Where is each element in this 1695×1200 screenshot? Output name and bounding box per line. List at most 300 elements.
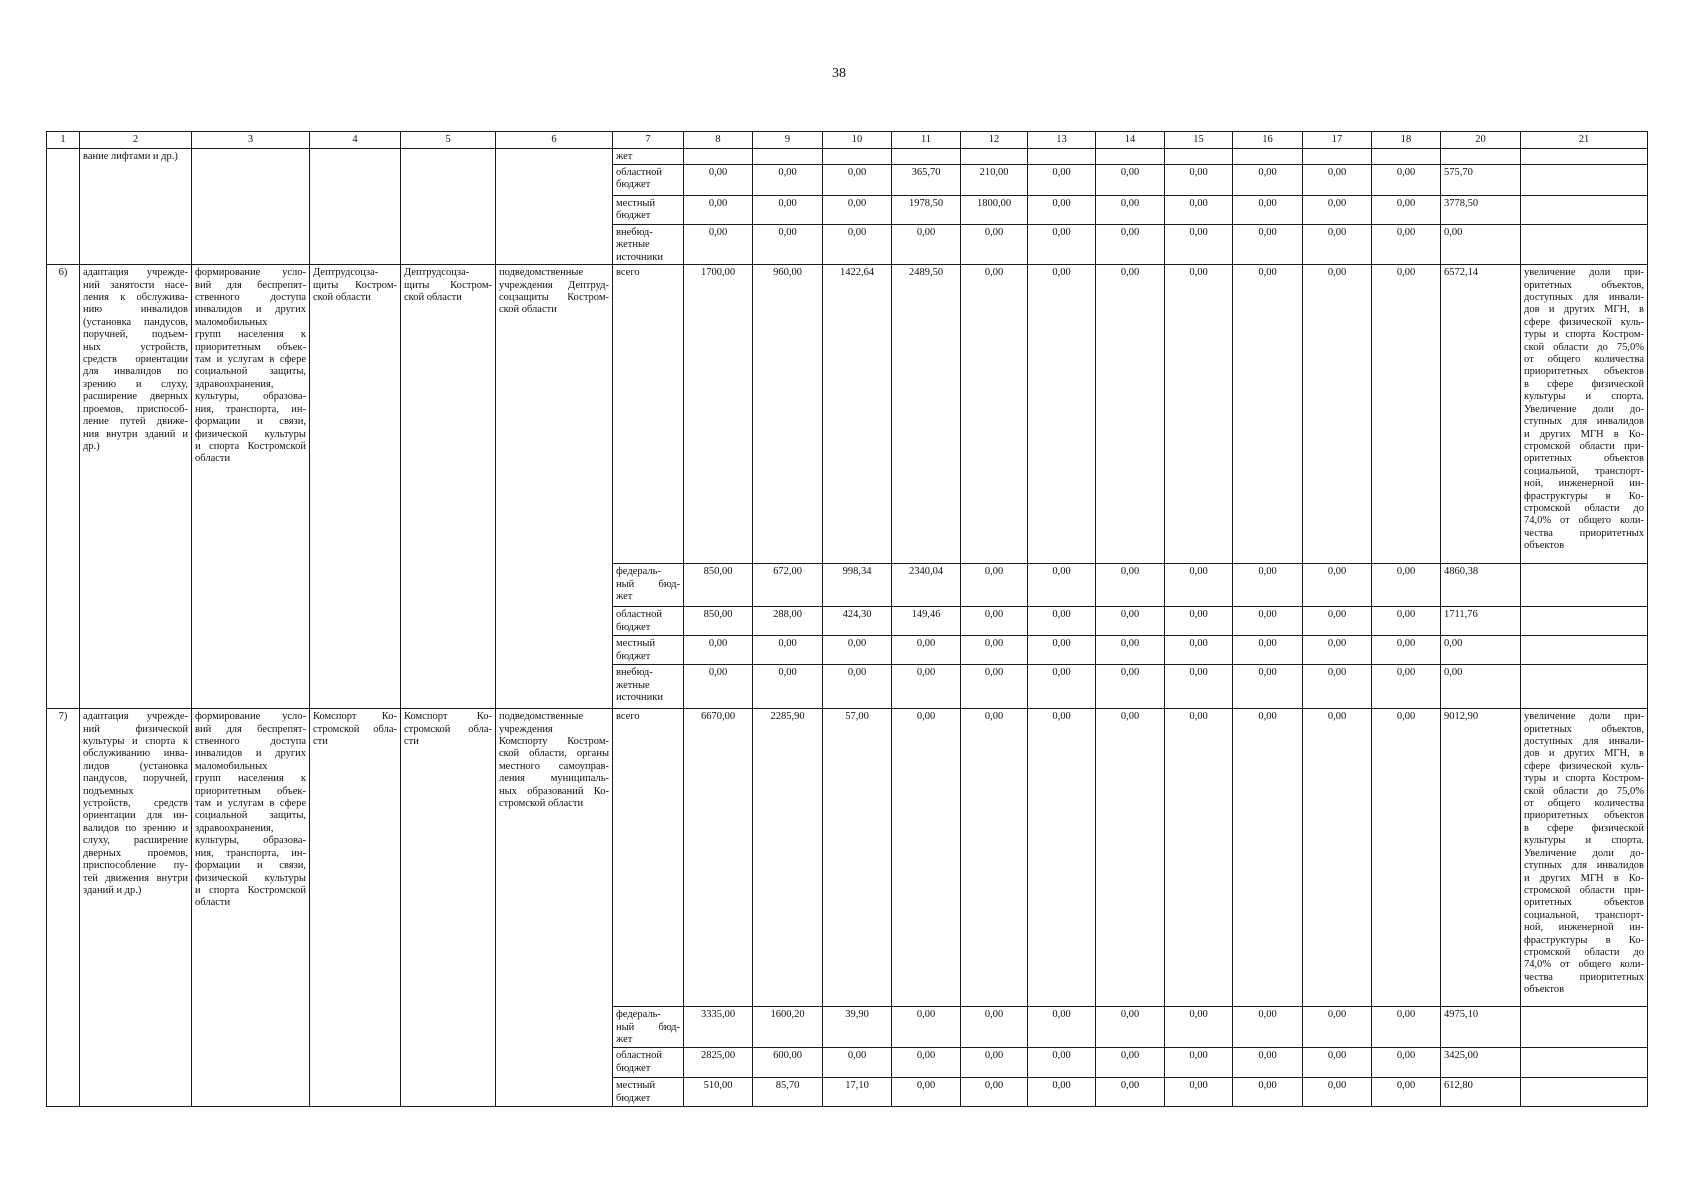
text-line: стромской обла- — [404, 723, 492, 735]
amount-cell: 149,46 — [892, 607, 961, 636]
amount-cell: 0,00 — [753, 196, 823, 225]
text-line: всего — [616, 267, 640, 279]
amount-cell: 0,00 — [1303, 564, 1372, 607]
text-line: федераль- — [616, 566, 661, 578]
amount-cell: 0,00 — [961, 1078, 1028, 1107]
text-line: Увеличение доли до- — [1524, 847, 1644, 859]
text-line: чества приоритетных — [1524, 527, 1644, 539]
participant-cell — [401, 709, 496, 1107]
amount-cell: 288,00 — [753, 607, 823, 636]
amount-cell: 0,00 — [1303, 636, 1372, 665]
text-line: вий для беспрепят- — [195, 723, 306, 735]
amount-cell: 424,30 — [823, 607, 892, 636]
text-line: ных образований Ко- — [499, 785, 609, 797]
amount-cell — [892, 149, 961, 165]
text-line: там и услугам в сфере — [195, 798, 306, 810]
text-line: Комспорт Ко- — [404, 711, 492, 723]
amount-cell: 0,00 — [1303, 165, 1372, 196]
text-line: зданий и др.) — [83, 884, 142, 896]
amount-cell: 0,00 — [1028, 265, 1096, 564]
table-body — [47, 132, 1648, 1107]
amount-cell: 0,00 — [1096, 1007, 1165, 1048]
amount-cell: 0,00 — [1096, 196, 1165, 225]
text-line: ской области — [499, 304, 557, 316]
column-number-cell: 11 — [892, 132, 961, 149]
amount-cell: 0,00 — [961, 665, 1028, 709]
amount-cell: 0,00 — [892, 225, 961, 265]
text-line: сти — [404, 736, 419, 748]
amount-cell: 0,00 — [1028, 564, 1096, 607]
text-line: бюджет — [616, 650, 651, 662]
amount-cell — [1028, 149, 1096, 165]
text-line: дверных проемов, — [83, 847, 188, 859]
text-line: тей движения внутри — [83, 872, 188, 884]
text-line: социальной защиты, — [195, 366, 306, 378]
text-line: стромской области — [499, 798, 584, 810]
amount-cell: 0,00 — [1028, 665, 1096, 709]
text-line: ской области до 75,0% — [1524, 785, 1644, 797]
text-line: ступных для инвалидов — [1524, 416, 1644, 428]
column-number-cell: 10 — [823, 132, 892, 149]
text-line: нию инвалидов — [83, 304, 188, 316]
text-line: местный — [616, 198, 656, 209]
text-line: внебюд- — [616, 667, 653, 679]
text-line: бюджет — [616, 210, 651, 222]
text-line: расширение дверных — [83, 391, 188, 403]
text-line: др.) — [83, 440, 100, 452]
text-line: ной, инженерной ин- — [1524, 922, 1644, 934]
text-line: формации и связи, — [195, 860, 306, 872]
text-line: групп населения к — [195, 773, 306, 785]
amount-cell: 2489,50 — [892, 265, 961, 564]
text-line: культуры и спорта. — [1524, 391, 1644, 403]
amount-cell: 0,00 — [1028, 607, 1096, 636]
text-line: маломобильных — [195, 760, 268, 772]
amount-cell: 0,00 — [1233, 196, 1303, 225]
text-line: формирование усло- — [195, 267, 306, 279]
amount-cell: 0,00 — [1233, 225, 1303, 265]
amount-cell: 0,00 — [684, 196, 753, 225]
text-line: адаптация учрежде- — [83, 711, 188, 723]
amount-cell: 210,00 — [961, 165, 1028, 196]
text-line: вание лифтами и др.) — [83, 151, 178, 162]
amount-cell: 365,70 — [892, 165, 961, 196]
responsible-cell — [310, 265, 401, 709]
text-line: ния, транспорта, ин- — [195, 847, 306, 859]
total-amount-cell: 9012,90 — [1441, 709, 1521, 1007]
total-amount-cell: 575,70 — [1441, 165, 1521, 196]
amount-cell: 0,00 — [823, 165, 892, 196]
text-line: ской области — [313, 292, 371, 304]
amount-cell: 0,00 — [1028, 165, 1096, 196]
text-line: дов и других МГН, в — [1524, 748, 1644, 760]
amount-cell: 998,34 — [823, 564, 892, 607]
amount-cell: 0,00 — [1372, 607, 1441, 636]
amount-cell: 0,00 — [1028, 196, 1096, 225]
funding-source-cell — [613, 225, 684, 265]
amount-cell: 0,00 — [1165, 665, 1233, 709]
amount-cell: 1600,20 — [753, 1007, 823, 1048]
amount-cell: 0,00 — [1165, 1078, 1233, 1107]
amount-cell: 0,00 — [1028, 636, 1096, 665]
total-amount-cell — [1441, 149, 1521, 165]
text-line: ской области — [404, 292, 462, 304]
amount-cell: 0,00 — [1233, 564, 1303, 607]
text-line: всего — [616, 711, 640, 723]
text-line: ления к обслужива- — [83, 292, 188, 304]
amount-cell: 0,00 — [1165, 607, 1233, 636]
funding-source-cell — [613, 1007, 684, 1048]
text-line: Комспорт Ко- — [313, 711, 397, 723]
text-line: области — [195, 897, 231, 909]
amount-cell: 0,00 — [753, 165, 823, 196]
amount-cell: 960,00 — [753, 265, 823, 564]
text-line: жетные — [616, 679, 650, 691]
amount-cell: 0,00 — [1028, 225, 1096, 265]
text-line: местного самоуправ- — [499, 760, 609, 772]
total-amount-cell: 1711,76 — [1441, 607, 1521, 636]
indicator-cell — [1521, 1078, 1648, 1107]
column-number-cell: 7 — [613, 132, 684, 149]
text-line: устройств, средств — [83, 798, 188, 810]
amount-cell — [1303, 149, 1372, 165]
text-line: ния внутри зданий и — [83, 428, 188, 440]
text-line: ления муниципаль- — [499, 773, 609, 785]
amount-cell: 510,00 — [684, 1078, 753, 1107]
funding-source-cell — [613, 665, 684, 709]
text-line: областной — [616, 1050, 662, 1062]
amount-cell: 0,00 — [1233, 636, 1303, 665]
text-line: приоритетным объек- — [195, 341, 306, 353]
amount-cell: 0,00 — [1372, 196, 1441, 225]
amount-cell: 0,00 — [1303, 265, 1372, 564]
budget-table — [46, 131, 1648, 1107]
amount-cell: 0,00 — [1096, 225, 1165, 265]
amount-cell: 0,00 — [753, 636, 823, 665]
column-number-cell: 12 — [961, 132, 1028, 149]
text-line: чества приоритетных — [1524, 971, 1644, 983]
text-line: адаптация учрежде- — [83, 267, 188, 279]
amount-cell — [823, 149, 892, 165]
funding-source-cell — [613, 709, 684, 1007]
indicator-cell — [1521, 149, 1648, 165]
amount-cell: 850,00 — [684, 564, 753, 607]
text-line: областной — [616, 609, 662, 621]
text-line: ный бюд- — [616, 1021, 680, 1033]
activity-cell — [80, 149, 192, 265]
amount-cell: 0,00 — [961, 636, 1028, 665]
column-number-cell: 8 — [684, 132, 753, 149]
amount-cell: 0,00 — [753, 225, 823, 265]
amount-cell: 0,00 — [892, 665, 961, 709]
text-line: культуры и спорта. — [1524, 835, 1644, 847]
amount-cell — [1096, 149, 1165, 165]
amount-cell: 6670,00 — [684, 709, 753, 1007]
amount-cell: 0,00 — [1303, 1078, 1372, 1107]
amount-cell: 0,00 — [1303, 1007, 1372, 1048]
table-row — [47, 709, 1648, 1007]
text-line: поручней, подъем- — [83, 329, 188, 341]
amount-cell — [753, 149, 823, 165]
text-line: фраструктуры в Ко- — [1524, 490, 1644, 502]
text-line: зрению и слуху, — [83, 378, 188, 390]
text-line: объектов — [1524, 540, 1565, 552]
total-amount-cell: 4860,38 — [1441, 564, 1521, 607]
column-number-cell: 15 — [1165, 132, 1233, 149]
amount-cell: 0,00 — [1233, 1048, 1303, 1078]
amount-cell: 3335,00 — [684, 1007, 753, 1048]
text-line: сти — [313, 736, 328, 748]
text-line: (установка пандусов, — [83, 316, 188, 328]
text-line: стромской области до — [1524, 946, 1644, 958]
text-line: жет — [616, 591, 633, 603]
text-line: жет — [616, 151, 633, 162]
amount-cell: 0,00 — [1165, 709, 1233, 1007]
text-line: Дептрудсоцза- — [313, 267, 379, 279]
funding-source-cell — [613, 165, 684, 196]
total-amount-cell: 3778,50 — [1441, 196, 1521, 225]
text-line: вий для беспрепят- — [195, 279, 306, 291]
recipient-cell — [496, 149, 613, 265]
text-line: 7) — [58, 711, 68, 723]
text-line: ных устройств, — [83, 341, 188, 353]
column-number-cell: 4 — [310, 132, 401, 149]
text-line: ской области, органы — [499, 748, 609, 760]
amount-cell: 0,00 — [1372, 564, 1441, 607]
amount-cell: 0,00 — [823, 196, 892, 225]
activity-cell — [80, 709, 192, 1107]
amount-cell: 0,00 — [892, 636, 961, 665]
text-line: Увеличение доли до- — [1524, 403, 1644, 415]
funding-source-cell — [613, 636, 684, 665]
text-line: доступных для инвали- — [1524, 736, 1644, 748]
amount-cell: 2825,00 — [684, 1048, 753, 1078]
text-line: маломобильных — [195, 316, 268, 328]
amount-cell: 0,00 — [684, 225, 753, 265]
text-line: ния, транспорта, ин- — [195, 403, 306, 415]
text-line: социальной, транспорт- — [1524, 465, 1644, 477]
indicator-cell — [1521, 1007, 1648, 1048]
text-line: формации и связи, — [195, 416, 306, 428]
amount-cell: 0,00 — [1372, 1078, 1441, 1107]
amount-cell: 0,00 — [1372, 1007, 1441, 1048]
amount-cell: 0,00 — [1096, 165, 1165, 196]
amount-cell: 0,00 — [961, 564, 1028, 607]
text-line: ной, инженерной ин- — [1524, 478, 1644, 490]
text-line: учреждения — [499, 723, 553, 735]
text-line: источники — [616, 251, 663, 263]
text-line: там и услугам в сфере — [195, 354, 306, 366]
text-line: валидов по зрению и — [83, 822, 188, 834]
amount-cell: 0,00 — [1233, 1007, 1303, 1048]
text-line: сфере физической куль- — [1524, 760, 1644, 772]
text-line: и других МГН в Ко- — [1524, 872, 1644, 884]
text-line: соцзащиты Костром- — [499, 292, 609, 304]
amount-cell: 0,00 — [823, 636, 892, 665]
text-line: туры и спорта Костром- — [1524, 773, 1644, 785]
text-line: от общего количества — [1524, 354, 1644, 366]
text-line: приоритетных объектов — [1524, 810, 1644, 822]
text-line: оритетных объектов — [1524, 453, 1644, 465]
funding-source-cell — [613, 1048, 684, 1078]
amount-cell: 0,00 — [1233, 265, 1303, 564]
text-line: стромской области до — [1524, 502, 1644, 514]
text-line: федераль- — [616, 1009, 661, 1021]
amount-cell: 0,00 — [892, 709, 961, 1007]
header-row — [47, 132, 1648, 149]
text-line: 74,0% от общего коли- — [1524, 515, 1644, 527]
text-line: ственного доступа — [195, 736, 306, 748]
text-line: увеличение доли при- — [1524, 711, 1644, 723]
amount-cell: 0,00 — [1028, 1078, 1096, 1107]
indicator-cell — [1521, 1048, 1648, 1078]
text-line: приоритетным объек- — [195, 785, 306, 797]
text-line: культуры и спорта к — [83, 736, 188, 748]
text-line: области — [195, 453, 231, 465]
activity-cell — [80, 265, 192, 709]
amount-cell: 0,00 — [1372, 709, 1441, 1007]
table-row — [47, 149, 1648, 165]
text-line: Дептрудсоцза- — [404, 267, 470, 279]
text-line: внебюд- — [616, 227, 653, 238]
text-line: ступных для инвалидов — [1524, 860, 1644, 872]
amount-cell: 17,10 — [823, 1078, 892, 1107]
text-line: лидов (установка — [83, 760, 188, 772]
amount-cell: 57,00 — [823, 709, 892, 1007]
recipient-cell — [496, 265, 613, 709]
amount-cell: 0,00 — [684, 636, 753, 665]
amount-cell: 0,00 — [1096, 265, 1165, 564]
amount-cell: 0,00 — [823, 665, 892, 709]
text-line: местный — [616, 1080, 656, 1092]
amount-cell: 0,00 — [1303, 665, 1372, 709]
amount-cell: 0,00 — [961, 265, 1028, 564]
total-amount-cell: 0,00 — [1441, 225, 1521, 265]
amount-cell: 0,00 — [1096, 1048, 1165, 1078]
indicator-cell — [1521, 607, 1648, 636]
text-line: социальной защиты, — [195, 810, 306, 822]
column-number-cell: 13 — [1028, 132, 1096, 149]
column-number-cell: 21 — [1521, 132, 1648, 149]
indicator-cell — [1521, 665, 1648, 709]
text-line: жетные — [616, 239, 650, 251]
column-number-cell: 20 — [1441, 132, 1521, 149]
column-number-cell: 1 — [47, 132, 80, 149]
amount-cell: 0,00 — [961, 607, 1028, 636]
text-line: стромской области при- — [1524, 440, 1644, 452]
text-line: проемов, приспособ- — [83, 403, 188, 415]
column-number-cell: 2 — [80, 132, 192, 149]
text-line: физической культуры — [195, 428, 306, 440]
column-number-cell: 9 — [753, 132, 823, 149]
amount-cell: 0,00 — [1303, 196, 1372, 225]
total-amount-cell: 612,80 — [1441, 1078, 1521, 1107]
row-number-cell — [47, 709, 80, 1107]
column-number-cell: 6 — [496, 132, 613, 149]
text-line: и спорта Костромской — [195, 884, 306, 896]
amount-cell: 0,00 — [1303, 1048, 1372, 1078]
amount-cell: 0,00 — [1165, 1048, 1233, 1078]
text-line: оритетных объектов — [1524, 897, 1644, 909]
row-number-cell — [47, 265, 80, 709]
amount-cell: 0,00 — [1233, 1078, 1303, 1107]
amount-cell: 0,00 — [1372, 636, 1441, 665]
amount-cell: 0,00 — [1165, 265, 1233, 564]
text-line: и других МГН в Ко- — [1524, 428, 1644, 440]
text-line: групп населения к — [195, 329, 306, 341]
indicator-cell — [1521, 225, 1648, 265]
amount-cell: 2340,04 — [892, 564, 961, 607]
text-line: бюджет — [616, 1062, 651, 1074]
text-line: средств ориентации — [83, 354, 188, 366]
text-line: увеличение доли при- — [1524, 267, 1644, 279]
text-line: приспособление пу- — [83, 860, 188, 872]
amount-cell: 0,00 — [1233, 607, 1303, 636]
goal-cell — [192, 265, 310, 709]
amount-cell — [684, 149, 753, 165]
amount-cell: 0,00 — [1303, 607, 1372, 636]
amount-cell — [961, 149, 1028, 165]
column-number-cell: 3 — [192, 132, 310, 149]
text-line: обслуживанию инва- — [83, 748, 188, 760]
text-line: подведомственные — [499, 267, 584, 279]
text-line: социальной, транспорт- — [1524, 909, 1644, 921]
amount-cell: 0,00 — [892, 1078, 961, 1107]
amount-cell: 0,00 — [1028, 709, 1096, 1007]
amount-cell: 0,00 — [1303, 709, 1372, 1007]
amount-cell: 0,00 — [961, 1048, 1028, 1078]
text-line: оритетных объектов, — [1524, 723, 1644, 735]
text-line: культуры, образова- — [195, 391, 306, 403]
funding-source-cell — [613, 265, 684, 564]
indicator-cell — [1521, 265, 1648, 564]
amount-cell: 0,00 — [1165, 196, 1233, 225]
amount-cell: 0,00 — [823, 1048, 892, 1078]
goal-cell — [192, 709, 310, 1107]
amount-cell: 0,00 — [1372, 165, 1441, 196]
amount-cell: 0,00 — [1165, 564, 1233, 607]
amount-cell: 0,00 — [961, 225, 1028, 265]
amount-cell: 0,00 — [823, 225, 892, 265]
text-line: учреждения Дептруд- — [499, 279, 609, 291]
amount-cell: 0,00 — [1096, 636, 1165, 665]
text-line: от общего количества — [1524, 798, 1644, 810]
responsible-cell — [310, 149, 401, 265]
text-line: туры и спорта Костром- — [1524, 329, 1644, 341]
text-line: Комспорту Костром- — [499, 736, 609, 748]
text-line: инвалидов и других — [195, 304, 306, 316]
text-line: и спорта Костромской — [195, 440, 306, 452]
amount-cell: 1700,00 — [684, 265, 753, 564]
text-line: 74,0% от общего коли- — [1524, 959, 1644, 971]
text-line: слуху, расширение — [83, 835, 188, 847]
text-line: инвалидов и других — [195, 748, 306, 760]
amount-cell: 0,00 — [1233, 165, 1303, 196]
amount-cell: 0,00 — [1028, 1007, 1096, 1048]
funding-source-cell — [613, 607, 684, 636]
amount-cell: 0,00 — [1028, 1048, 1096, 1078]
indicator-cell — [1521, 636, 1648, 665]
text-line: подведомственные — [499, 711, 584, 723]
text-line: в сфере физической — [1524, 822, 1644, 834]
amount-cell: 39,90 — [823, 1007, 892, 1048]
total-amount-cell: 0,00 — [1441, 665, 1521, 709]
amount-cell: 0,00 — [1096, 607, 1165, 636]
indicator-cell — [1521, 564, 1648, 607]
amount-cell: 0,00 — [1372, 1048, 1441, 1078]
amount-cell: 0,00 — [1096, 665, 1165, 709]
text-line: фраструктуры в Ко- — [1524, 934, 1644, 946]
